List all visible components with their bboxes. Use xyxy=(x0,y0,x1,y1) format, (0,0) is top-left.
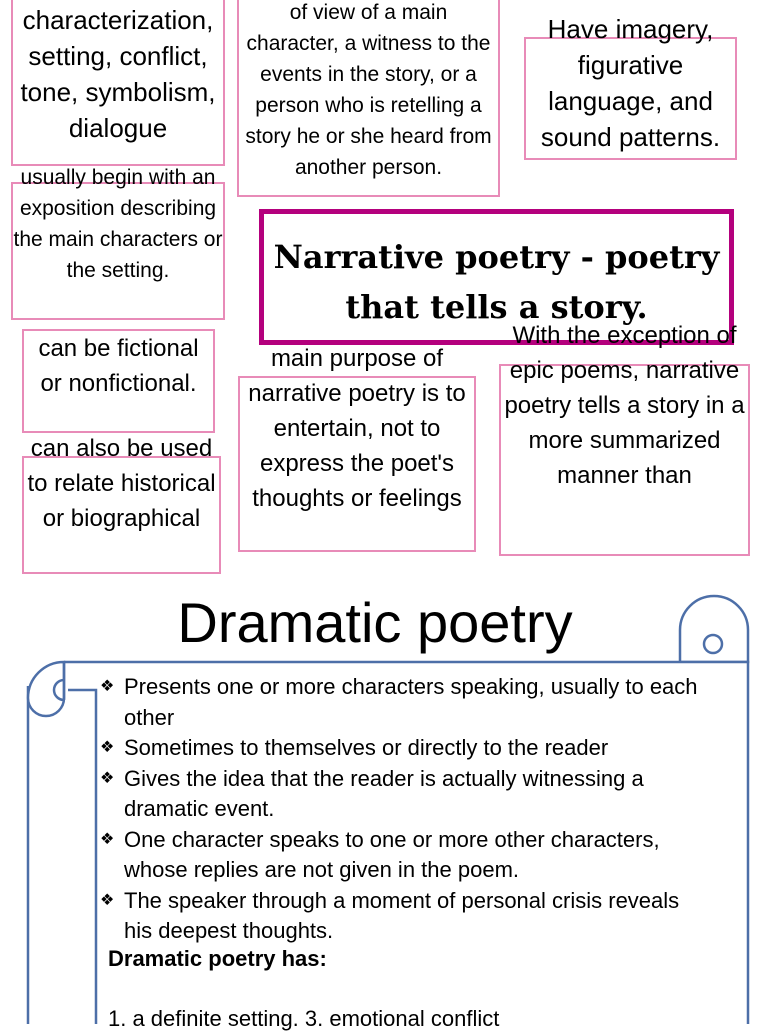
dramatic-has-label: Dramatic poetry has: xyxy=(108,946,327,971)
dramatic-list-line: 1. a definite setting. 3. emotional conflict xyxy=(108,1006,500,1031)
fictional-box xyxy=(22,329,215,433)
list-item: ❖ Presents one or more characters speaking, usually to each other xyxy=(100,672,700,733)
diamond-bullet-icon: ❖ xyxy=(100,678,115,695)
exposition-text: usually begin with an exposition describing the main characters or the setting. xyxy=(13,166,223,282)
diamond-bullet-icon: ❖ xyxy=(100,769,115,787)
elements-box xyxy=(11,0,225,166)
point-of-view-box xyxy=(237,0,500,197)
purpose-text: main purpose of narrative poetry is to entertain, not to express the poet's thoughts or feelings xyxy=(248,345,466,512)
imagery-text: Have imagery, figurative language, and sound patterns. xyxy=(540,14,721,152)
imagery-box xyxy=(524,14,737,160)
exposition-box xyxy=(11,166,225,320)
list-item: ❖ Gives the idea that the reader is actually witnessing a dramatic event. xyxy=(100,764,700,825)
diamond-bullet-icon: ❖ xyxy=(100,739,115,756)
epic-box xyxy=(499,322,750,556)
list-item: ❖ One character speaks to one or more other characters, whose replies are not given in the poem. xyxy=(100,825,700,886)
dramatic-bullet-list xyxy=(100,672,700,947)
historical-box xyxy=(22,435,221,574)
narrative-title: Narrative poetry - poetry that tells a story. xyxy=(273,238,720,326)
point-of-view-text: of view of a main character, a witness to the events in the story, or a person who is retelling a story he or she heard from another person. xyxy=(245,1,492,179)
diamond-bullet-icon: ❖ xyxy=(100,891,115,909)
diamond-bullet-icon: ❖ xyxy=(100,830,115,848)
elements-text: characterization, setting, conflict, tone, symbolism, dialogue xyxy=(20,5,216,143)
purpose-box xyxy=(238,345,476,552)
historical-text: can also be used to relate historical or biographical xyxy=(27,435,216,532)
fictional-text: can be fictional or nonfictional. xyxy=(38,335,199,397)
dramatic-title: Dramatic poetry xyxy=(177,591,573,654)
list-item: ❖ Sometimes to themselves or directly to the reader xyxy=(100,733,700,764)
epic-text: With the exception of epic poems, narrative poetry tells a story in a more summarized manner than xyxy=(504,322,745,489)
list-item: ❖ The speaker through a moment of personal crisis reveals his deepest thoughts. xyxy=(100,886,700,947)
